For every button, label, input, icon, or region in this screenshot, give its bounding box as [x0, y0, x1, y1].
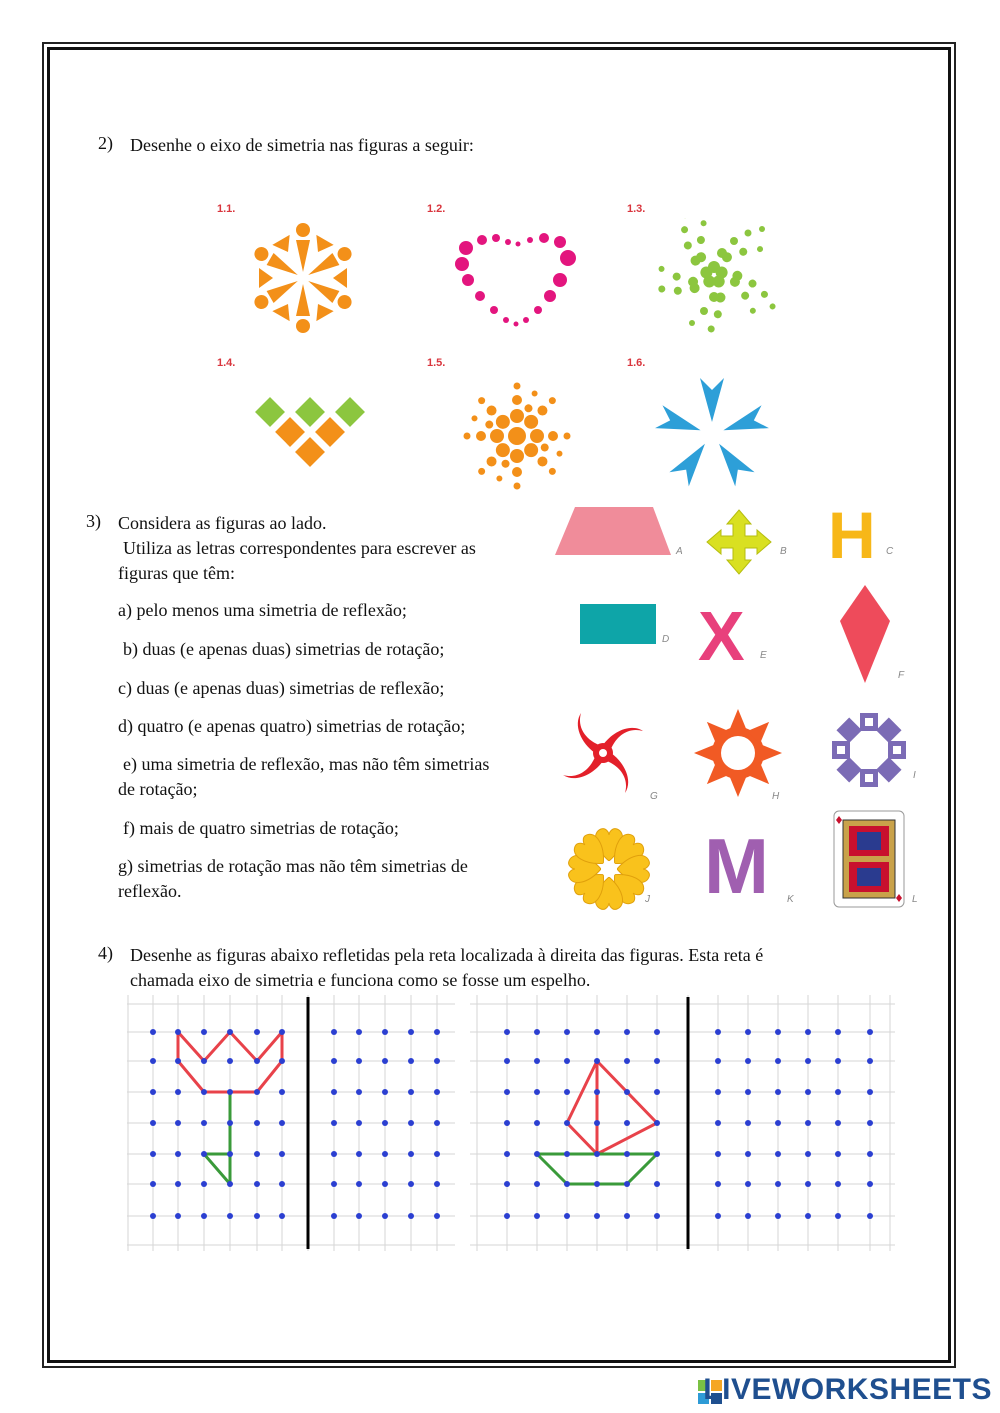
q3-intro-line1: Considera as figuras ao lado.: [118, 513, 327, 533]
letter-f: F: [898, 670, 905, 681]
q3-item-c: c) duas (e apenas duas) simetrias de reflexão;: [118, 678, 445, 698]
letter-e: E: [760, 650, 767, 661]
pink-trapezoid-figure: [553, 505, 673, 557]
sailboat-dot-grid: [470, 995, 895, 1251]
teal-rectangle-figure: [580, 604, 656, 644]
tulip-dot-grid: [127, 995, 455, 1251]
orange-flower-figure: [248, 218, 358, 338]
letter-l: L: [912, 894, 918, 905]
red-pinwheel-figure: [555, 712, 651, 794]
q2-number: 2): [98, 133, 113, 153]
letter-i: I: [913, 770, 916, 781]
q3-item-e-line2: de rotação;: [118, 779, 198, 799]
letter-c: C: [886, 546, 894, 557]
orange-sun-figure: [692, 708, 784, 798]
letter-g: G: [650, 791, 658, 802]
pink-heart-dots-figure: [452, 228, 582, 328]
q3-item-e-line1: e) uma simetria de reflexão, mas não têm simetrias: [123, 754, 490, 774]
q3-item-g-line1: g) simetrias de rotação mas não têm simetrias de: [118, 856, 468, 876]
pink-letter-x-figure: X: [698, 597, 745, 675]
letter-k: K: [787, 894, 794, 905]
letter-d: D: [662, 634, 670, 645]
q3-intro-line3: figuras que têm:: [118, 563, 235, 583]
letter-j: J: [645, 894, 650, 905]
fig-label-1-4: 1.4.: [217, 357, 236, 369]
q3-item-g-line2: reflexão.: [118, 881, 182, 901]
q4-instruction-line2: chamada eixo de simetria e funciona como se fosse um espelho.: [130, 970, 591, 990]
purple-letter-m-figure: M: [704, 822, 769, 910]
purple-square-ring-figure: [826, 710, 912, 790]
fig-label-1-5: 1.5.: [427, 357, 446, 369]
green-orange-diamonds-figure: [250, 392, 370, 474]
letter-b: B: [780, 546, 787, 557]
q3-item-d: d) quatro (e apenas quatro) simetrias de rotação;: [118, 716, 466, 736]
tulip-grid-dots: [150, 1029, 440, 1219]
yellow-letter-h-figure: H: [828, 498, 876, 572]
yellow-arrow-cross-figure: [705, 508, 773, 576]
king-playing-card-figure: [833, 810, 905, 908]
letter-h: H: [772, 791, 780, 802]
q4-instruction-line1: Desenhe as figuras abaixo refletidas pela reta localizada à direita das figuras. Esta reta é: [130, 945, 764, 965]
orange-burst-dots-figure: [452, 374, 582, 499]
fig-label-1-3: 1.3.: [627, 203, 646, 215]
fig-label-1-1: 1.1.: [217, 203, 236, 215]
q2-instruction: Desenhe o eixo de simetria nas figuras a seguir:: [130, 135, 474, 155]
q3-item-f: f) mais de quatro simetrias de rotação;: [123, 818, 399, 838]
q3-intro-line2: Utiliza as letras correspondentes para escrever as: [123, 538, 476, 558]
fig-label-1-6: 1.6.: [627, 357, 646, 369]
q3-item-b: b) duas (e apenas duas) simetrias de rotação;: [123, 639, 445, 659]
green-spiral-dots-figure: [652, 218, 777, 333]
yellow-heart-flower-figure: [568, 826, 650, 912]
q3-item-a: a) pelo menos uma simetria de reflexão;: [118, 600, 407, 620]
letter-a: A: [676, 546, 683, 557]
red-kite-figure: [838, 585, 892, 685]
blue-star-arrows-figure: [650, 375, 775, 493]
liveworksheets-brand[interactable]: LIVEWORKSHEETS: [703, 1373, 992, 1406]
fig-label-1-2: 1.2.: [427, 203, 446, 215]
q3-number: 3): [86, 511, 101, 531]
q4-number: 4): [98, 943, 113, 963]
